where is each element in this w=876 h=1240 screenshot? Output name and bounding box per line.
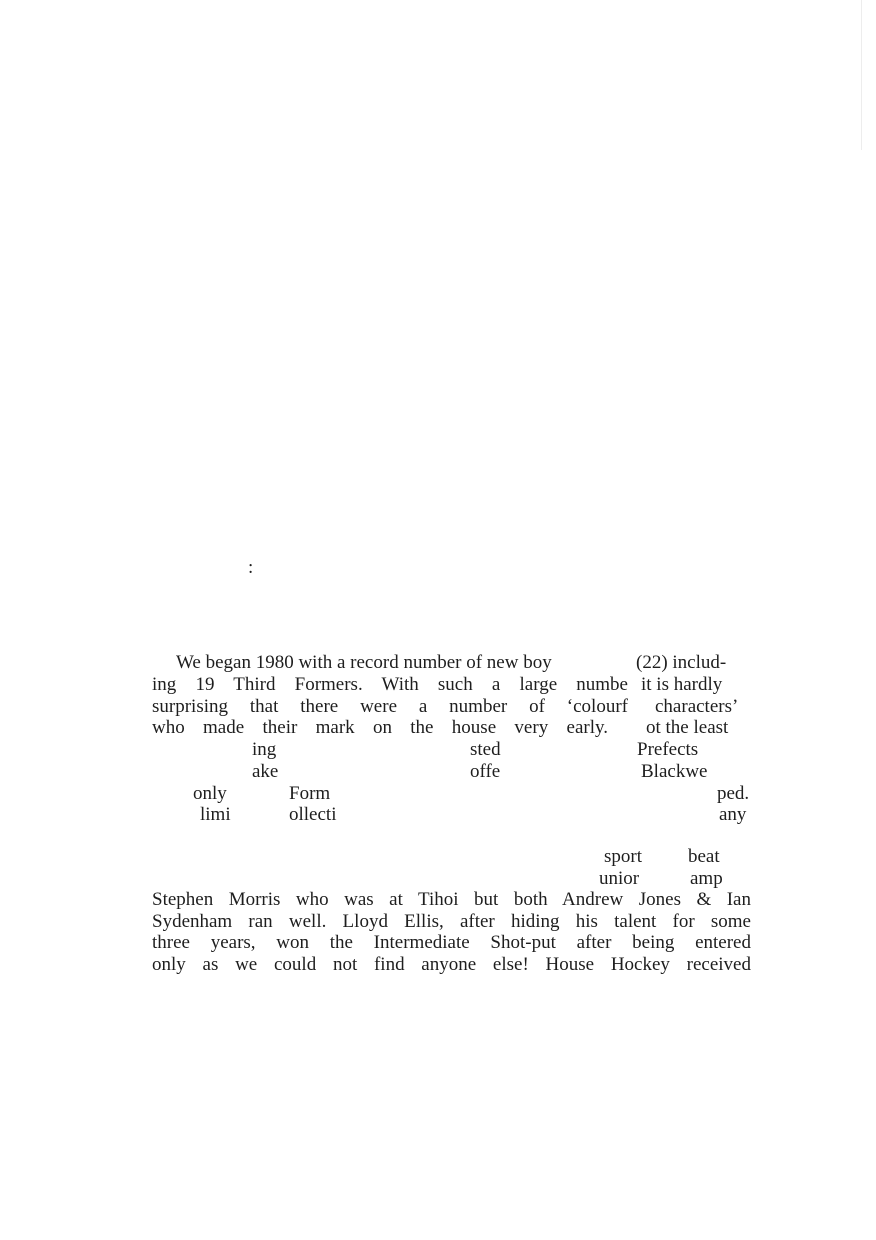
text-fragment: beat [688, 846, 720, 867]
text-fragment: only [193, 783, 227, 804]
text-fragment: Form [289, 783, 331, 804]
text-line: Stephen Morris who was at Tihoi but both Andrew Jones & Ian [152, 889, 751, 910]
text-line: only as we could not find anyone else! House Hockey received [152, 954, 751, 975]
stray-mark: : [248, 557, 254, 578]
text-fragment: ollecti [289, 804, 337, 825]
page-edge-shadow [861, 0, 862, 150]
text-fragment: ped. [717, 783, 750, 804]
text-fragment: Prefects [637, 739, 699, 760]
text-fragment: sport [604, 846, 642, 867]
text-line: ing 19 Third Formers. With such a large numbe [152, 674, 628, 695]
text-line: We began 1980 with a record number of new boy [176, 652, 552, 673]
text-line: ot the least [646, 717, 729, 738]
text-fragment: unior [599, 868, 640, 889]
text-fragment: any [719, 804, 747, 825]
text-fragment: limi [200, 804, 231, 825]
text-line: Sydenham ran well. Lloyd Ellis, after hiding his talent for some [152, 911, 751, 932]
text-fragment: sted [470, 739, 501, 760]
text-fragment: amp [690, 868, 723, 889]
text-line: surprising that there were a number of ‘colourf [152, 696, 628, 717]
text-line: who made their mark on the house very early. [152, 717, 608, 738]
text-line: it is hardly [641, 674, 723, 695]
text-line: characters’ [655, 696, 739, 717]
text-line: three years, won the Intermediate Shot-put after being entered [152, 932, 751, 953]
text-line: (22) includ- [636, 652, 727, 673]
text-fragment: ake [252, 761, 279, 782]
text-fragment: Blackwe [641, 761, 708, 782]
text-fragment: ing [252, 739, 277, 760]
text-fragment: offe [470, 761, 501, 782]
